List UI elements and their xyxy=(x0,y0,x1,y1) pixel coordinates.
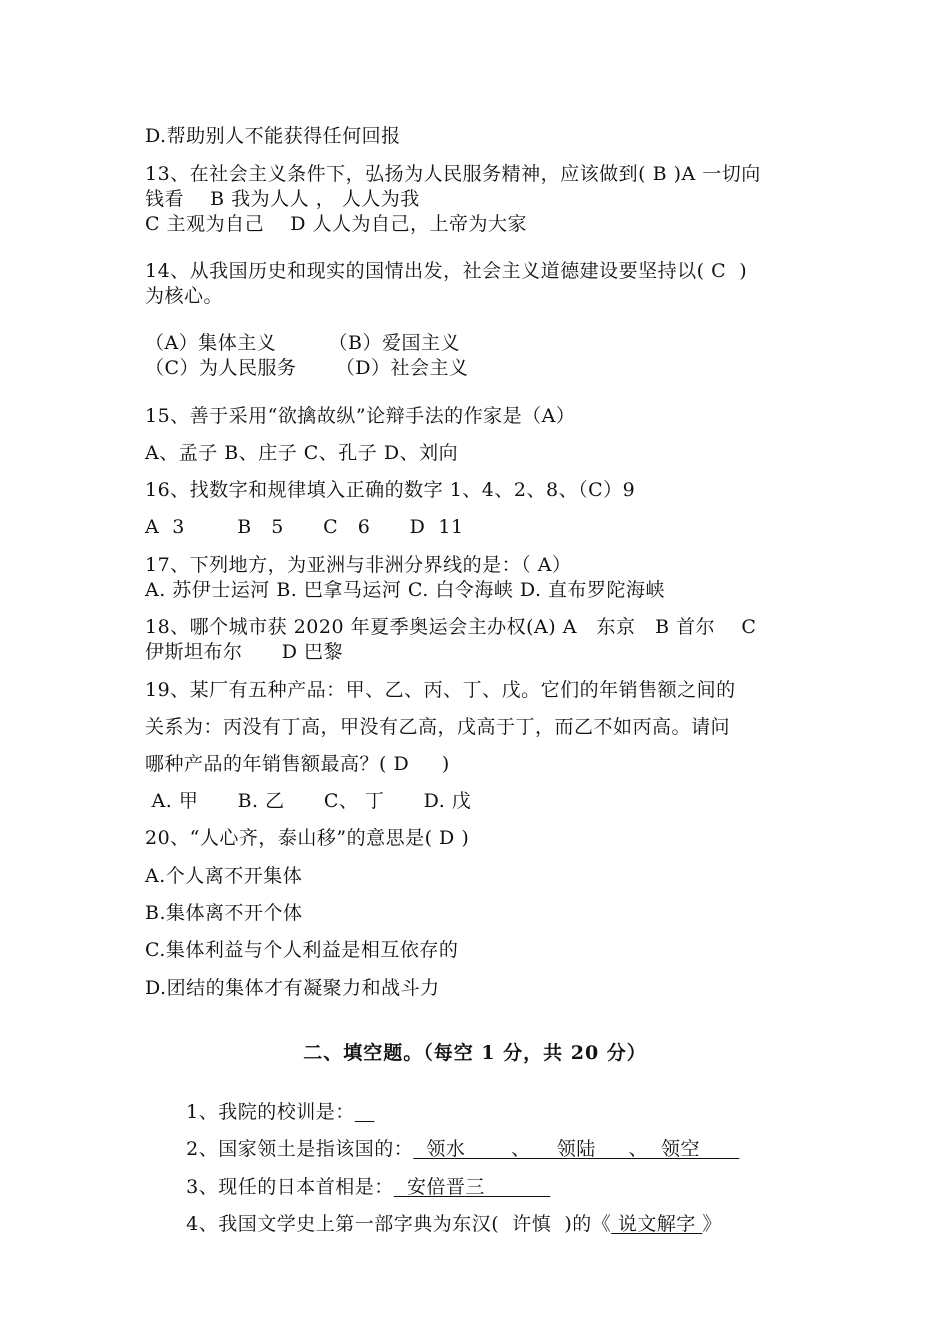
question-13-options: C 主观为自己 D 人人为自己，上帝为大家 xyxy=(145,213,528,235)
question-20-option-c: C.集体利益与个人利益是相互依存的 xyxy=(145,939,459,961)
fill-question-3-text: 3、现任的日本首相是： xyxy=(186,1176,394,1198)
question-19-cont: 关系为：丙没有丁高，甲没有乙高，戊高于丁，而乙不如丙高。请问 xyxy=(145,716,731,738)
section-heading: 二、填空题。（每空 1 分，共 20 分） xyxy=(303,1042,647,1064)
fill-question-4-suffix: 》 xyxy=(702,1213,722,1235)
answer-blank: 说文解字 xyxy=(611,1213,703,1235)
question-14-cont: 为核心。 xyxy=(145,285,224,307)
answer-blank: 安倍晋三 xyxy=(393,1176,551,1198)
question-15: 15、善于采用“欲擒故纵”论辩手法的作家是（A） xyxy=(145,405,576,427)
question-16-options: A 3 B 5 C 6 D 11 xyxy=(145,516,464,538)
question-14-options: （A）集体主义 （B）爱国主义 xyxy=(145,332,461,354)
fill-question-2-text: 2、国家领土是指该国的： xyxy=(186,1138,414,1160)
question-14-options: （C）为人民服务 （D）社会主义 xyxy=(145,357,469,379)
question-18: 18、哪个城市获 2020 年夏季奥运会主办权(A) A 东京 B 首尔 C xyxy=(145,616,757,638)
question-13: 13、在社会主义条件下，弘扬为人民服务精神，应该做到( B )A 一切向 xyxy=(145,163,761,185)
question-20-option-d: D.团结的集体才有凝聚力和战斗力 xyxy=(145,977,440,999)
question-16: 16、找数字和规律填入正确的数字 1、4、2、8、（C）9 xyxy=(145,479,636,501)
question-15-options: A、孟子 B、庄子 C、孔子 D、刘向 xyxy=(145,442,459,464)
question-14: 14、从我国历史和现实的国情出发，社会主义道德建设要坚持以( C ) xyxy=(145,260,748,282)
question-17: 17、下列地方，为亚洲与非洲分界线的是：（ A） xyxy=(145,554,572,576)
fill-question-1-text: 1、我院的校训是： xyxy=(186,1101,355,1123)
question-13-options: 钱看 B 我为人人 ， 人人为我 xyxy=(145,188,420,210)
question-19-options: A. 甲 B. 乙 C、 丁 D. 戊 xyxy=(145,790,472,812)
question-18-options: 伊斯坦布尔 D 巴黎 xyxy=(145,641,344,663)
answer-blank: 领水 、 领陆 、 领空 xyxy=(413,1138,740,1160)
question-20: 20、“人心齐，泰山移”的意思是( D ) xyxy=(145,827,470,849)
question-19: 19、某厂有五种产品：甲、乙、丙、丁、戊。它们的年销售额之间的 xyxy=(145,679,736,701)
question-20-option-a: A.个人离不开集体 xyxy=(145,865,303,887)
fill-question-4 xyxy=(160,1188,722,1260)
option-line: D.帮助别人不能获得任何回报 xyxy=(145,125,401,147)
fill-question-4-text: 4、我国文学史上第一部字典为东汉( 许慎 )的《 xyxy=(186,1213,612,1235)
question-17-options: A. 苏伊士运河 B. 巴拿马运河 C. 白令海峡 D. 直布罗陀海峡 xyxy=(145,579,666,601)
question-19-cont: 哪种产品的年销售额最高？( D ) xyxy=(145,753,450,775)
question-20-option-b: B.集体离不开个体 xyxy=(145,902,303,924)
